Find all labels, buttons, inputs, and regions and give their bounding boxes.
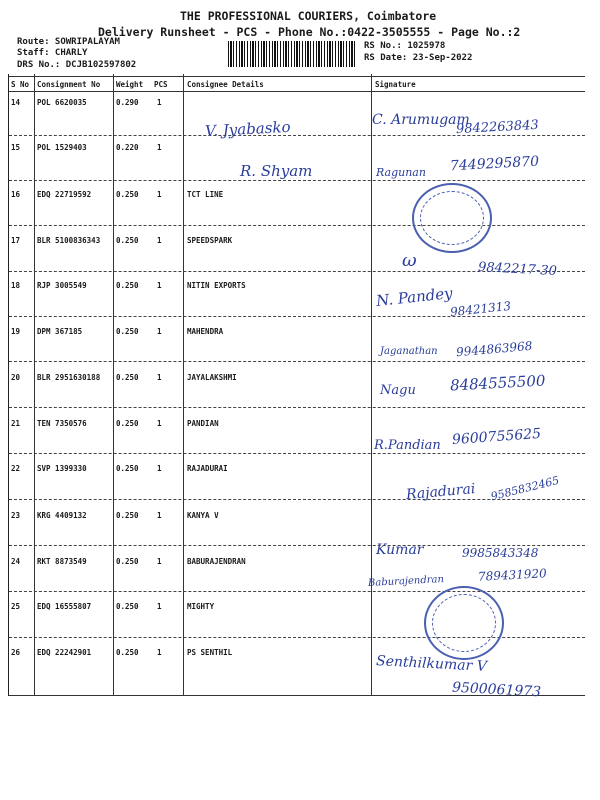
row-consignment: RJP 3005549 [37,281,87,290]
handwritten-signature: Ragunan [376,166,426,179]
row-weight: 0.220 [116,143,139,152]
row-consignment: POL 1529403 [37,143,87,152]
row-pcs: 1 [157,419,162,428]
row-sno: 17 [11,236,21,245]
row-consignment: DPM 367185 [37,327,83,336]
row-consignment: EDQ 22242901 [37,648,92,657]
handwritten-phone: 9842263843 [455,117,540,138]
rs-date: RS Date: 23-Sep-2022 [364,53,473,63]
row-rule [9,316,585,317]
row-rule [9,135,585,136]
row-sno: 18 [11,281,21,290]
row-consignee: RAJADURAI [187,464,228,473]
col-divider [113,74,114,696]
handwritten-signature: Rajadurai [405,481,476,503]
row-consignment: EDQ 22719592 [37,190,92,199]
col-header-sno: S No [11,80,30,89]
row-rule [9,361,585,362]
handwritten-signature: Senthilkumar V [375,653,488,675]
handwritten-phone: 8484555500 [449,371,546,395]
table-top-rule [9,76,585,77]
handwritten-phone: 9585832465 [489,473,561,504]
row-weight: 0.250 [116,281,139,290]
row-consignee: PANDIAN [187,419,219,428]
handwritten-phone: 9600755625 [451,425,542,449]
runsheet-title: Delivery Runsheet - PCS - Phone No.:0422-3505555 - Page No.:2 [98,25,521,39]
handwritten-phone: 7449295870 [449,153,540,175]
row-consignment: BLR 5100836343 [37,236,101,245]
handwritten-signature: Baburajendran [367,574,445,589]
row-consignment: RKT 8873549 [37,557,87,566]
row-consignee: NITIN EXPORTS [187,281,246,290]
row-pcs: 1 [157,327,162,336]
row-weight: 0.250 [116,602,139,611]
col-header-pcs: PCS [154,80,168,89]
row-sno: 14 [11,98,21,107]
handwritten-name: R. Shyam [240,162,313,180]
row-consignment: KRG 4409132 [37,511,87,520]
handwritten-phone: 789431920 [477,566,548,584]
handwritten-phone: 9500061973 [451,679,542,701]
col-divider [183,74,184,696]
handwritten-phone: 9985843348 [462,546,539,560]
company-stamp [412,183,492,253]
row-pcs: 1 [157,648,162,657]
barcode [228,41,356,67]
handwritten-phone: 9842217-30 [477,259,558,280]
row-weight: 0.250 [116,373,139,382]
col-header-consignment: Consignment No [37,80,101,89]
rs-number: RS No.: 1025978 [364,41,446,51]
row-rule [9,407,585,408]
row-consignee: KANYA V [187,511,219,520]
row-sno: 25 [11,602,21,611]
signature-mark: ω [402,250,417,271]
col-divider [34,74,35,696]
row-consignee: TCT LINE [187,190,224,199]
handwritten-signature: Nagu [380,383,416,398]
route-label: Route: SOWRIPALAYAM [17,37,120,47]
row-sno: 20 [11,373,21,382]
company-title: THE PROFESSIONAL COURIERS, Coimbatore [180,9,437,23]
col-divider [371,74,372,696]
row-consignee: MAHENDRA [187,327,224,336]
row-weight: 0.250 [116,557,139,566]
row-consignee: PS SENTHIL [187,648,233,657]
row-pcs: 1 [157,143,162,152]
row-consignee: JAYALAKSHMI [187,373,237,382]
company-stamp [424,586,504,660]
staff-label: Staff: CHARLY [17,48,88,58]
handwritten-signature: R.Pandian [374,438,441,453]
row-sno: 23 [11,511,21,520]
row-weight: 0.250 [116,648,139,657]
row-pcs: 1 [157,464,162,473]
row-consignee: MIGHTY [187,602,215,611]
row-weight: 0.250 [116,419,139,428]
row-weight: 0.290 [116,98,139,107]
handwritten-name: V. Jyabasko [204,117,291,141]
handwritten-signature: Jaganathan [380,346,438,357]
handwritten-signature: Kumar [376,542,424,558]
row-weight: 0.250 [116,190,139,199]
row-weight: 0.250 [116,511,139,520]
row-consignment: POL 6620035 [37,98,87,107]
row-pcs: 1 [157,98,162,107]
handwritten-phone: 98421313 [449,298,512,320]
row-pcs: 1 [157,190,162,199]
handwritten-phone: 9944863968 [455,338,533,360]
row-pcs: 1 [157,236,162,245]
row-pcs: 1 [157,373,162,382]
row-consignee: SPEEDSPARK [187,236,233,245]
row-pcs: 1 [157,511,162,520]
col-header-consignee: Consignee Details [187,80,264,89]
row-rule [9,180,585,181]
col-header-weight: Weight [116,80,144,89]
row-consignee: BABURAJENDRAN [187,557,246,566]
handwritten-signature: N. Pandey [375,284,454,310]
row-consignment: BLR 2951630188 [37,373,101,382]
header-rule [9,91,585,92]
row-sno: 21 [11,419,21,428]
row-sno: 24 [11,557,21,566]
drs-number: DRS No.: DCJB102597802 [17,60,137,70]
row-pcs: 1 [157,281,162,290]
row-rule [9,453,585,454]
row-weight: 0.250 [116,327,139,336]
col-header-signature: Signature [375,80,416,89]
row-sno: 15 [11,143,21,152]
row-sno: 16 [11,190,21,199]
row-consignment: SVP 1399330 [37,464,87,473]
row-consignment: EDQ 16555807 [37,602,92,611]
row-sno: 26 [11,648,21,657]
row-weight: 0.250 [116,464,139,473]
row-sno: 19 [11,327,21,336]
row-sno: 22 [11,464,21,473]
handwritten-signature: C. Arumugam [372,112,470,128]
row-rule [9,591,585,592]
row-weight: 0.250 [116,236,139,245]
row-pcs: 1 [157,557,162,566]
row-rule [9,225,585,226]
row-consignment: TEN 7350576 [37,419,87,428]
row-pcs: 1 [157,602,162,611]
